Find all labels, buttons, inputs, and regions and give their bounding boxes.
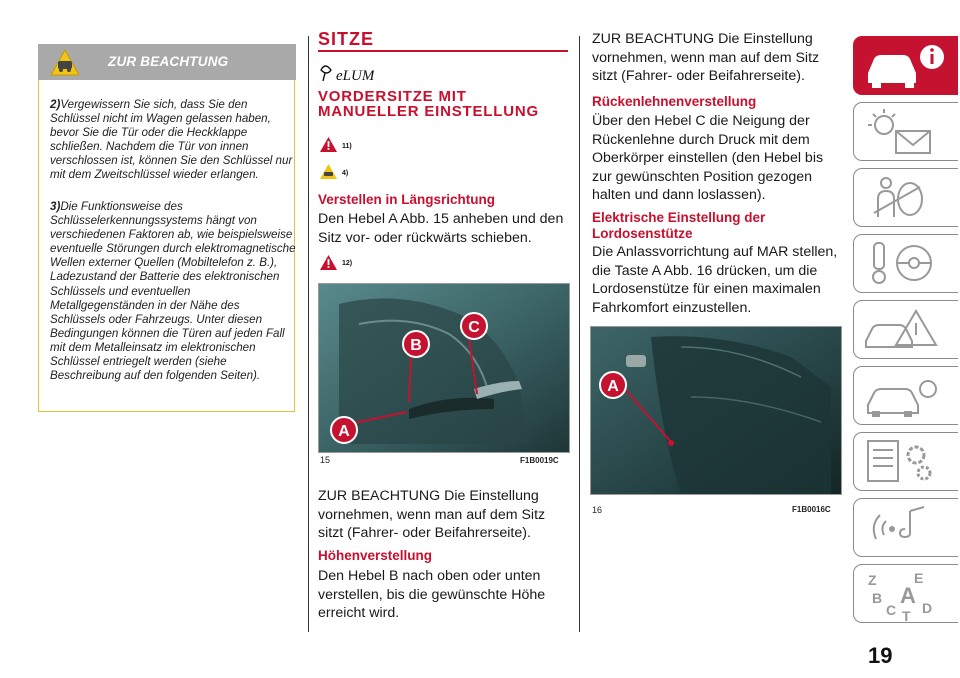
warning-title: ZUR BEACHTUNG [108, 54, 229, 69]
warning-note-3 [50, 200, 296, 383]
tab-specs-settings[interactable] [853, 432, 958, 491]
fig16-number: 16 [592, 505, 603, 515]
text-backrest: Über den Hebel C die Neigung der Rückenlehne durch Druck mit dem Oberkörper einstellen (den Hebel bis zur gewünschten Position gezogen halten und dann loslassen). [592, 113, 824, 203]
fig15-number: 15 [320, 455, 331, 465]
fig15-label-c: C [468, 319, 480, 336]
subheading-lumbar: Elektrische Einstellung der Lordosenstütze [592, 210, 766, 241]
page-number: 19 [868, 643, 893, 668]
index-letter: C [886, 602, 897, 618]
car-info-icon [854, 37, 954, 93]
column-divider [579, 36, 580, 632]
figure-16-image [590, 326, 842, 495]
specs-settings-icon [854, 433, 954, 489]
index-icon [854, 565, 954, 621]
note-number: 3) [50, 200, 61, 213]
index-letter: Z [868, 572, 877, 588]
warning-note-2 [50, 98, 296, 183]
text-longitudinal: Den Hebel A Abb. 15 anheben und den Sitz vor- oder rückwärts schieben. [318, 211, 564, 246]
subheading-backrest: Rückenlehnenverstellung [592, 94, 757, 109]
tab-lights-message[interactable] [853, 102, 958, 161]
lights-message-icon [854, 103, 954, 159]
fig15-label-a: A [338, 423, 350, 440]
warning-header [38, 44, 296, 80]
subheading-longitudinal: Verstellen in Längsrichtung [318, 192, 496, 207]
fig15-code: F1B0019C [520, 456, 559, 465]
index-letter: T [902, 608, 911, 621]
note-text: Vergewissern Sie sich, dass Sie den Schlüssel nicht im Wagen gelassen haben, bevor Sie die Tür oder die Heckklappe schließen. Nachdem die Tür von innen verschlossen ist, können Sie den Schlüssel nur mit dem Zweitschlüssel wieder erlangen. [50, 98, 293, 182]
index-letter: A [900, 583, 916, 608]
maintenance-icon [854, 367, 954, 423]
index-letter: E [914, 570, 924, 586]
section-title: SITZE [318, 29, 375, 49]
safety-airbag-icon [854, 169, 954, 225]
column-divider [308, 36, 309, 632]
tab-car-info[interactable] [853, 36, 958, 95]
tab-maintenance[interactable] [853, 366, 958, 425]
fig16-code: F1B0016C [792, 505, 831, 514]
eco-label: eLUM [336, 68, 374, 84]
ref-4: 4) [342, 170, 349, 177]
fig15-label-b: B [410, 337, 422, 354]
index-letter: D [922, 600, 933, 616]
tab-safety-airbag[interactable] [853, 168, 958, 227]
warning-triangle-icon [50, 49, 80, 76]
note-text: Die Funktionsweise des Schlüsselerkennungssystems hängt von verschiedenen Faktoren ab, wie beispielsweise eventuelle Störungen durch elektromagnetische Wellen externer Quellen (Mobiltelefon z. B.), Ladezustand der Batterie des elektronischen Schlüssels und eventuellen Metallgegenständen in der Nähe des Schlüssels oder Fahrzeugs. Unter diesen Bedingungen können die Türen auf jeden Fall mit dem Metalleinsatz im elektronischen Schlüssel entriegelt werden (siehe Beschreibung auf den folgenden Seiten). [50, 200, 296, 383]
fig16-label-a: A [607, 378, 619, 395]
tab-emergency[interactable] [853, 300, 958, 359]
multimedia-icon [854, 499, 954, 555]
red-warning-icon [320, 255, 337, 270]
text-note-middle: ZUR BEACHTUNG Die Einstellung vornehmen, wenn man auf dem Sitz sitzt (Fahrer- oder Beifahrerseite). [318, 488, 546, 541]
eco-seat-icon [318, 58, 374, 89]
text-lumbar: Die Anlassvorrichtung auf MAR stellen, die Taste A Abb. 16 drücken, um die Lordosenstütze für einen maximalen Fahrkomfort einzustellen. [592, 244, 838, 316]
index-letter: B [872, 590, 883, 606]
yellow-warning-icon [320, 164, 337, 179]
figure-15-image [318, 283, 570, 453]
subheading-height: Höhenverstellung [318, 548, 433, 563]
tab-multimedia[interactable] [853, 498, 958, 557]
tab-index[interactable] [853, 564, 958, 623]
ref-12: 12) [342, 260, 353, 267]
section-rule [318, 50, 568, 52]
main-heading: VORDERSITZE MIT MANUELLER EINSTELLUNG [318, 88, 539, 120]
tab-key-steering[interactable] [853, 234, 958, 293]
note-number: 2) [50, 98, 61, 111]
text-height: Den Hebel B nach oben oder unten verstellen, bis die gewünschte Höhe erreicht wird. [318, 568, 546, 621]
ref-11: 11) [342, 143, 352, 150]
key-steering-icon [854, 235, 954, 291]
emergency-icon [854, 301, 954, 357]
text-note-right: ZUR BEACHTUNG Die Einstellung vornehmen, wenn man auf dem Sitz sitzt (Fahrer- oder Beifahrerseite). [592, 31, 820, 84]
red-warning-icon [320, 137, 337, 152]
